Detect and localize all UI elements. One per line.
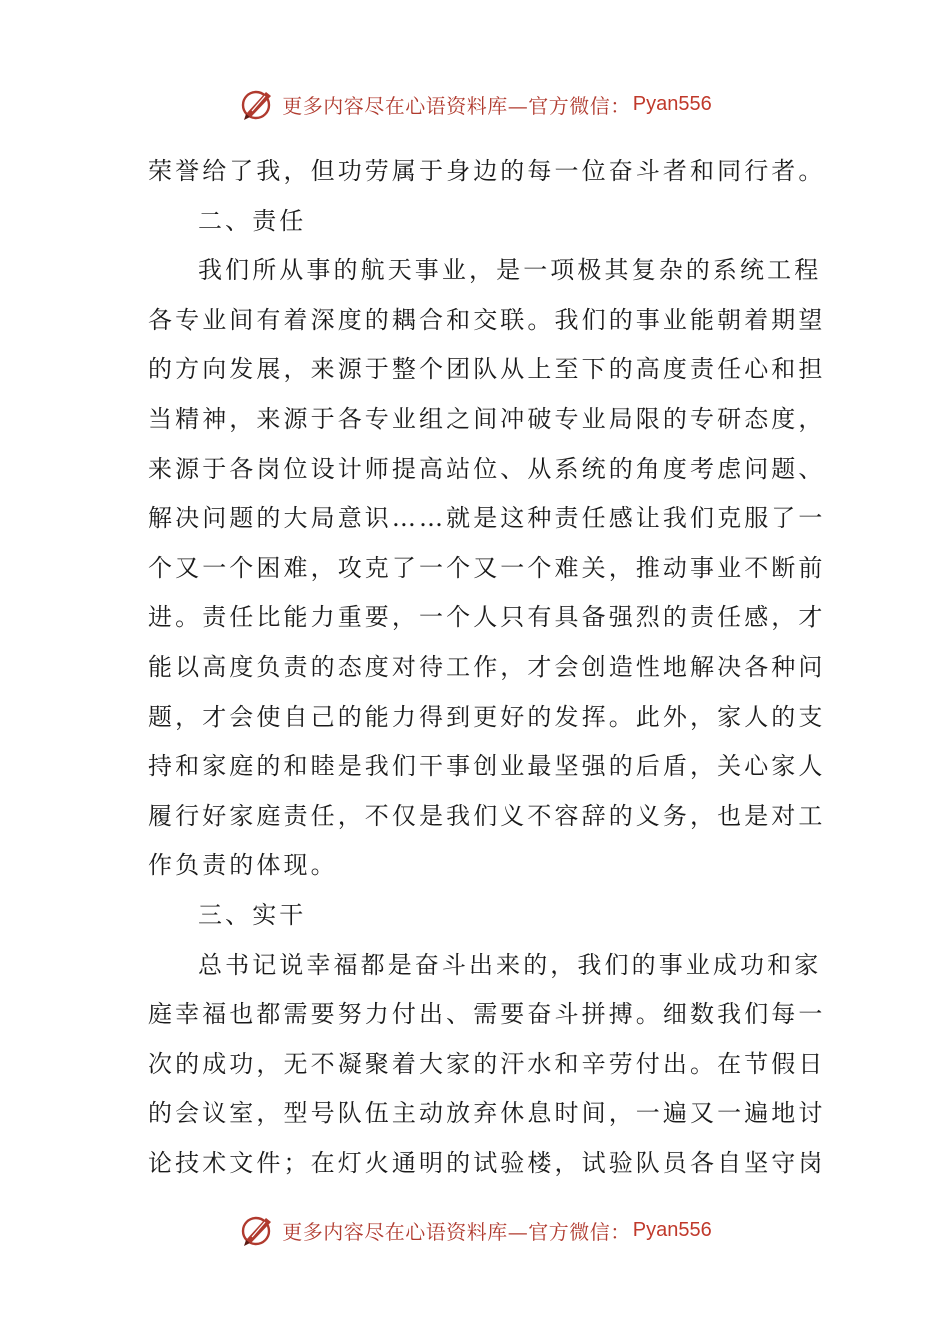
- pen-nib-circle-icon: [238, 84, 278, 124]
- text-line: 二、责任: [198, 206, 307, 235]
- banner-text: 更多内容尽在心语资料库—官方微信：: [282, 1219, 631, 1244]
- banner-wechat-id: Pyan556: [632, 1218, 712, 1241]
- banner-text: 更多内容尽在心语资料库—官方微信：: [282, 93, 631, 118]
- header-banner: [0, 82, 950, 126]
- text-line: 来源于各岗位设计师提高站位、从系统的角度考虑问题、: [148, 454, 826, 483]
- text-line: 庭幸福也都需要努力付出、需要奋斗拼搏。细数我们每一: [148, 1000, 826, 1029]
- banner-wechat-id: Pyan556: [632, 92, 712, 115]
- text-line: 次的成功，无不凝聚着大家的汗水和辛劳付出。在节假日: [148, 1049, 826, 1078]
- text-line: 解决问题的大局意识……就是这种责任感让我们克服了一: [148, 504, 826, 533]
- text-line: 当精神，来源于各专业组之间冲破专业局限的专研态度，: [148, 404, 826, 433]
- footer-banner: [0, 1208, 950, 1252]
- text-line: 三、实干: [198, 900, 307, 929]
- text-line: 作负责的体现。: [148, 851, 338, 880]
- text-line: 进。责任比能力重要，一个人只有具备强烈的责任感，才: [148, 603, 826, 632]
- text-line: 各专业间有着深度的耦合和交联。我们的事业能朝着期望: [148, 305, 826, 334]
- text-line: 总书记说幸福都是奋斗出来的，我们的事业成功和家: [198, 950, 822, 979]
- text-line: 持和家庭的和睦是我们干事创业最坚强的后盾，关心家人: [148, 752, 826, 781]
- text-line: 履行好家庭责任，不仅是我们义不容辞的义务，也是对工: [148, 801, 826, 830]
- text-line: 我们所从事的航天事业，是一项极其复杂的系统工程: [198, 256, 822, 285]
- text-line: 题，才会使自己的能力得到更好的发挥。此外，家人的支: [148, 702, 826, 731]
- document-body: [148, 147, 826, 1188]
- text-line: 的会议室，型号队伍主动放弃休息时间，一遍又一遍地讨: [148, 1099, 826, 1128]
- text-line: 的方向发展，来源于整个团队从上至下的高度责任心和担: [148, 355, 826, 384]
- text-line: 能以高度负责的态度对待工作，才会创造性地解决各种问: [148, 652, 826, 681]
- text-line: 荣誉给了我，但功劳属于身边的每一位奋斗者和同行者。: [148, 157, 826, 185]
- text-line: 个又一个困难，攻克了一个又一个难关，推动事业不断前: [148, 553, 826, 582]
- text-line: 论技术文件；在灯火通明的试验楼，试验队员各自坚守岗: [148, 1148, 826, 1177]
- pen-nib-circle-icon: [238, 1210, 278, 1250]
